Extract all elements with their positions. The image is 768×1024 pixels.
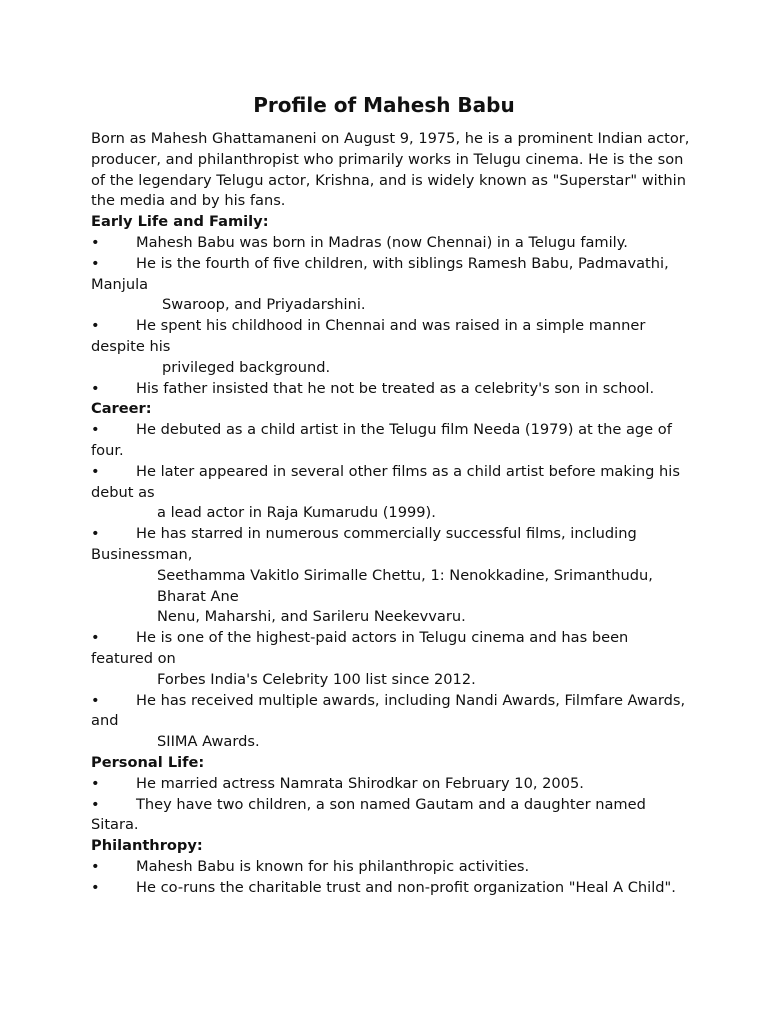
list-item-text: He spent his childhood in Chennai and was raised in a simple manner despite his	[91, 317, 646, 355]
list-item-continuation: Seethamma Vakitlo Sirimalle Chettu, 1: Nenokkadine, Srimanthudu, Bharat Ane	[157, 566, 653, 605]
section-heading: Early Life and Family:	[91, 213, 269, 231]
section-personal-life	[91, 753, 691, 836]
list-item-text: He later appeared in several other films as a child artist before making his debut as	[91, 462, 680, 501]
list-item-text: He debuted as a child artist in the Telugu film Needa (1979) at the age of four.	[91, 421, 672, 459]
list-item-text: He has starred in numerous commercially successful films, including Businessman,	[91, 525, 637, 563]
bullet-glyph: •	[91, 421, 100, 439]
list-item-text: He is one of the highest-paid actors in Telugu cinema and has been featured on	[91, 629, 629, 667]
bullet-glyph: •	[91, 691, 100, 709]
bullet-glyph: •	[91, 629, 100, 647]
section-heading: Personal Life:	[91, 753, 205, 771]
list-item-continuation: SIIMA Awards.	[157, 733, 260, 751]
list-item-text: They have two children, a son named Gautam and a daughter named Sitara.	[91, 795, 646, 834]
list-item-continuation: a lead actor in Raja Kumarudu (1999).	[157, 504, 436, 522]
section-philanthropy	[91, 836, 691, 898]
list-item	[91, 379, 691, 400]
list-item	[91, 795, 691, 837]
list-item-text: He co-runs the charitable trust and non-profit organization "Heal A Child".	[136, 878, 676, 896]
bullet-glyph: •	[91, 878, 100, 896]
bullet-glyph: •	[91, 462, 100, 480]
list-item-text: Mahesh Babu is known for his philanthropic activities.	[136, 857, 530, 875]
list-item-continuation: Swaroop, and Priyadarshini.	[162, 296, 366, 314]
list-item-text: He married actress Namrata Shirodkar on February 10, 2005.	[136, 774, 584, 792]
bullet-glyph: •	[91, 379, 100, 397]
bullet-glyph: •	[91, 795, 100, 813]
list-item	[91, 420, 691, 462]
bullet-glyph: •	[91, 233, 100, 251]
section-heading: Career:	[91, 400, 152, 418]
list-item	[91, 254, 691, 316]
bullet-glyph: •	[91, 774, 100, 792]
list-item-text: Mahesh Babu was born in Madras (now Chennai) in a Telugu family.	[136, 233, 628, 251]
page-title: Profile of Mahesh Babu	[253, 93, 515, 117]
list-item	[91, 628, 691, 690]
list-item-text: He has received multiple awards, including Nandi Awards, Filmfare Awards, and	[91, 691, 686, 730]
bullet-glyph: •	[91, 525, 100, 543]
bullet-glyph: •	[91, 317, 100, 335]
list-item	[91, 233, 691, 254]
intro-paragraph: Born as Mahesh Ghattamaneni on August 9, 1975, he is a prominent Indian actor, producer, and philanthropist who primarily works in Telugu cinema. He is the son of the legendary Telugu actor, Krishna, and is widely known as "Superstar" within the media and by his fans.	[91, 130, 690, 210]
list-item-continuation: Nenu, Maharshi, and Sarileru Neekevvaru.	[157, 608, 466, 626]
section-heading: Philanthropy:	[91, 837, 203, 855]
list-item-continuation: Forbes India's Celebrity 100 list since 2012.	[157, 670, 476, 688]
list-item	[91, 878, 691, 899]
list-item-continuation: privileged background.	[162, 358, 331, 376]
section-career	[91, 399, 691, 753]
list-item	[91, 524, 691, 628]
bullet-glyph: •	[91, 254, 100, 272]
list-item-text: His father insisted that he not be treated as a celebrity's son in school.	[136, 379, 655, 397]
list-item	[91, 774, 691, 795]
bullet-glyph: •	[91, 857, 100, 875]
list-item	[91, 691, 691, 753]
section-early-life	[91, 212, 691, 399]
list-item	[91, 462, 691, 524]
list-item	[91, 316, 691, 378]
list-item-text: He is the fourth of five children, with siblings Ramesh Babu, Padmavathi, Manjula	[91, 254, 669, 293]
document-body	[91, 129, 691, 898]
list-item	[91, 857, 691, 878]
